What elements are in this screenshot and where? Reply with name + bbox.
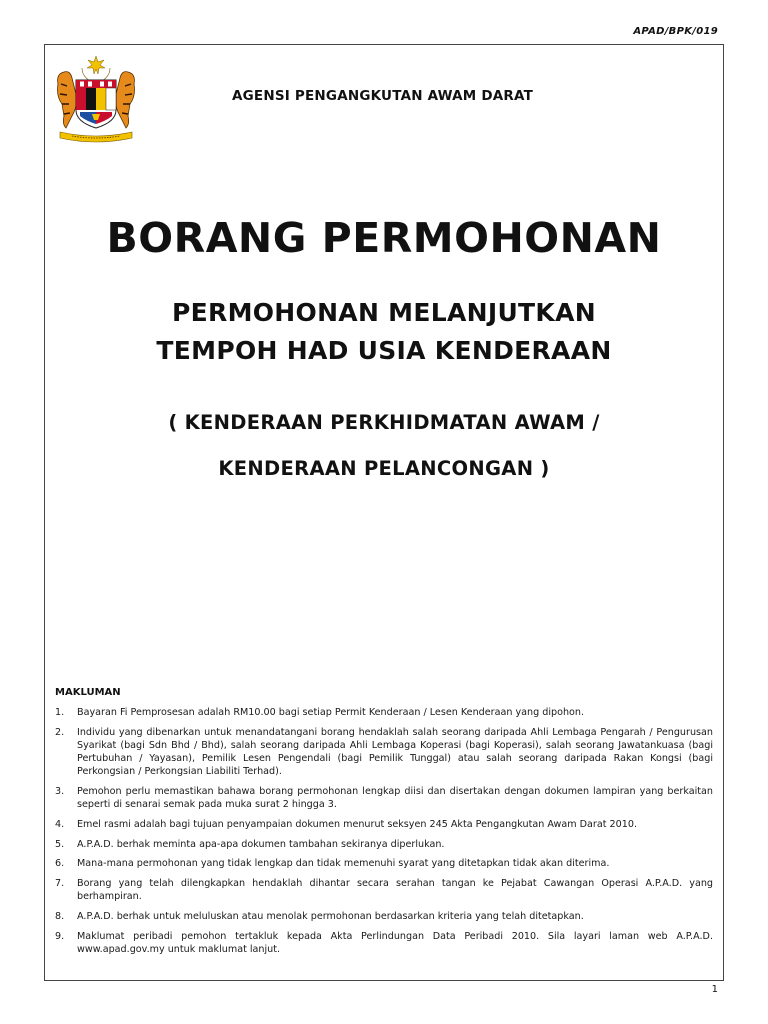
note-item <box>55 910 713 923</box>
note-item <box>55 818 713 831</box>
note-number: 6. <box>55 858 65 870</box>
note-number: 2. <box>55 726 65 738</box>
form-subtitle <box>0 294 768 370</box>
note-text: A.P.A.D. berhak meminta apa-apa dokumen tambahan sekiranya diperlukan. <box>77 838 445 850</box>
subtitle-line: TEMPOH HAD USIA KENDERAAN <box>156 336 612 365</box>
note-text: Individu yang dibenarkan untuk menandatangani borang hendaklah salah seorang daripada Ahli Lembaga Pengarah / Pengurusan Syarikat (bagi Sdn Bhd / Bhd), salah seorang daripada Ahli Lembaga Koperasi (bagi Koperasi), salah seorang Jawatankuasa (bagi Pertubuhan / Yayasan), Pemilik Lesen Pengendali (bagi Pemilik Tunggal) atau salah seorang daripada Rakan Kongsi (bagi Perkongsian / Perkongsian Liabiliti Terhad). <box>77 726 713 778</box>
agency-name: AGENSI PENGANGKUTAN AWAM DARAT <box>232 88 533 104</box>
note-item <box>55 877 713 903</box>
vehicle-category-line: ( KENDERAAN PERKHIDMATAN AWAM / <box>168 411 600 434</box>
form-title: BORANG PERMOHONAN <box>106 214 662 262</box>
note-text: Maklumat peribadi pemohon tertakluk kepada Akta Perlindungan Data Peribadi 2010. Sila layari laman web A.P.A.D. www.apad.gov.my untuk maklumat lanjut. <box>77 930 713 955</box>
note-number: 3. <box>55 786 65 798</box>
notes-list <box>55 706 713 963</box>
subtitle-line: PERMOHONAN MELANJUTKAN <box>172 298 596 327</box>
note-text: A.P.A.D. berhak untuk meluluskan atau menolak permohonan berdasarkan kriteria yang telah ditetapkan. <box>77 910 584 922</box>
form-code: APAD/BPK/019 <box>633 26 718 37</box>
note-text: Bayaran Fi Pemprosesan adalah RM10.00 bagi setiap Permit Kenderaan / Lesen Kenderaan yang dipohon. <box>77 707 585 718</box>
note-text: Pemohon perlu memastikan bahawa borang permohonan lengkap diisi dan disertakan dengan dokumen lampiran yang berkaitan seperti di senarai semak pada muka surat 2 hingga 3. <box>77 786 713 811</box>
note-number: 4. <box>55 818 65 830</box>
note-text: Mana-mana permohonan yang tidak lengkap dan tidak memenuhi syarat yang ditetapkan tidak akan diterima. <box>77 858 610 870</box>
note-item <box>55 838 713 851</box>
note-number: 7. <box>55 878 65 890</box>
page-number: 1 <box>711 984 718 995</box>
note-number: 8. <box>55 910 65 922</box>
note-item <box>55 930 713 956</box>
coat-of-arms-logo <box>52 54 140 146</box>
note-item <box>55 726 713 779</box>
notes-heading: MAKLUMAN <box>55 687 121 698</box>
note-number: 9. <box>55 930 65 942</box>
note-text: Emel rasmi adalah bagi tujuan penyampaian dokumen menurut seksyen 245 Akta Pengangkutan Awam Darat 2010. <box>77 818 638 830</box>
note-number: 5. <box>55 838 65 850</box>
note-item <box>55 785 713 811</box>
vehicle-category-line: KENDERAAN PELANCONGAN ) <box>218 457 550 480</box>
note-item <box>55 857 713 870</box>
note-text: Borang yang telah dilengkapkan hendaklah dihantar secara serahan tangan ke Pejabat Cawangan Operasi A.P.A.D. yang berhampiran. <box>77 878 713 903</box>
note-item <box>55 706 713 719</box>
note-number: 1. <box>55 707 65 718</box>
